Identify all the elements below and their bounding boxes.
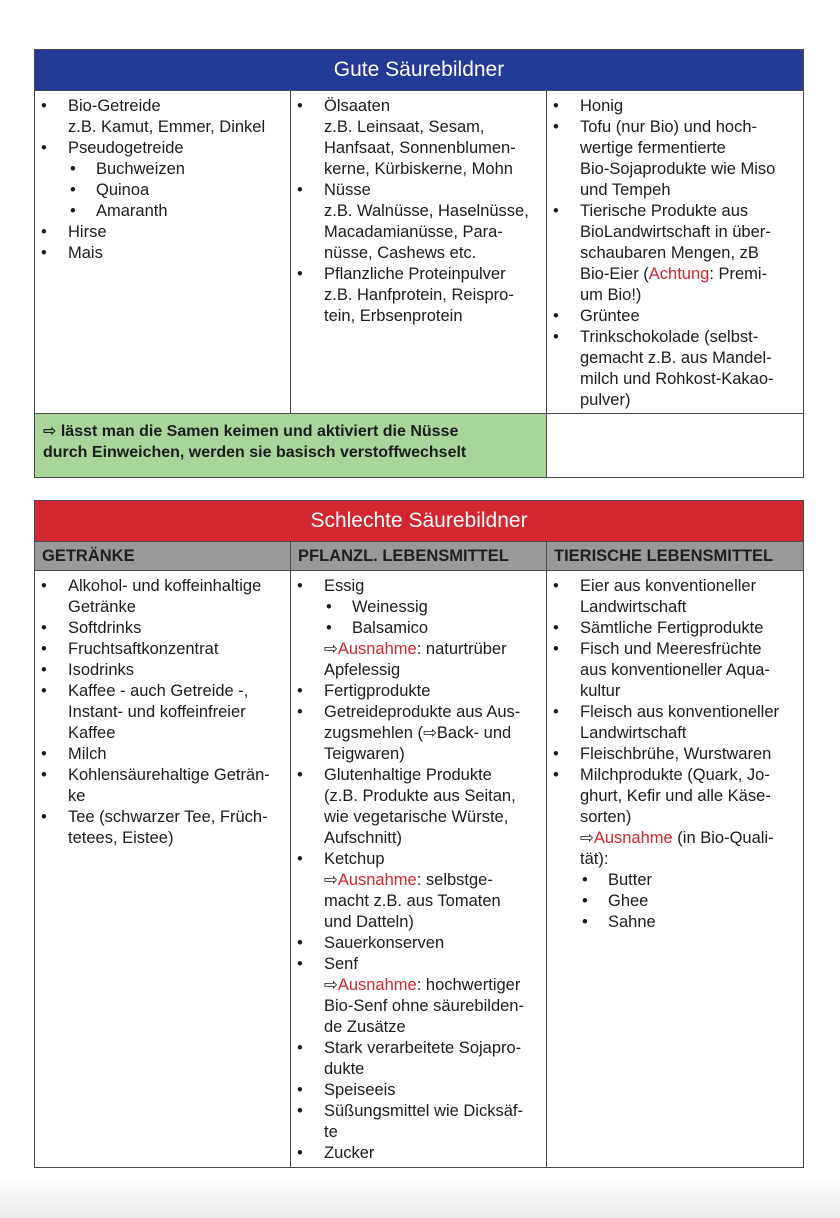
plant-foods-column xyxy=(291,571,547,1168)
list-item: • Hirse xyxy=(35,222,290,243)
exception-label: Ausnahme xyxy=(337,640,417,658)
arrow-right-icon: ⇨ xyxy=(580,829,594,847)
list-item: • Pflanzliche Proteinpulver z.B. Hanfprotein, Reispro- tein, Erbsenprotein xyxy=(291,264,546,327)
list-item: • Ketchup ⇨Ausnahme: selbstge- macht z.B. aus Tomaten und Datteln) xyxy=(291,849,546,933)
list-item: • Mais xyxy=(35,243,290,264)
list-item: • Softdrinks xyxy=(35,618,290,639)
list-item: • Pseudogetreide • Buchweizen • Quinoa • Amaranth xyxy=(35,138,290,222)
list-item: • Kohlensäurehaltige Geträn- ke xyxy=(35,765,290,807)
achtung-warning: Achtung xyxy=(648,265,710,283)
list-item: • Kaffee - auch Getreide -, Instant- und koffeinfreier Kaffee xyxy=(35,681,290,744)
list-item: • Senf ⇨Ausnahme: hochwertiger Bio-Senf ohne säurebilden- de Zusätze xyxy=(291,954,546,1038)
list-item: • Trinkschokolade (selbst- gemacht z.B. aus Mandel- milch und Rohkost-Kakao- pulver) xyxy=(547,327,803,411)
sub-list-item: • Sahne xyxy=(580,912,797,933)
sub-list-item: • Buchweizen xyxy=(68,159,284,180)
list-item: • Fleischbrühe, Wurstwaren xyxy=(547,744,803,765)
arrow-right-icon: ⇨ xyxy=(324,871,338,889)
sub-list-item: • Balsamico xyxy=(324,618,540,639)
arrow-right-icon: ⇨ xyxy=(43,423,57,440)
list-item: • Milchprodukte (Quark, Jo- ghurt, Kefir und alle Käse- sorten) ⇨Ausnahme (in Bio-Quali- tät): • Butter • Ghee • Sahne xyxy=(547,765,803,933)
list-item: • Honig xyxy=(547,96,803,117)
empty-cell xyxy=(547,414,804,478)
drinks-column xyxy=(35,571,291,1168)
list-item: • Nüsse z.B. Walnüsse, Haselnüsse, Macadamianüsse, Para- nüsse, Cashews etc. xyxy=(291,180,546,264)
list-item: • Sämtliche Fertigprodukte xyxy=(547,618,803,639)
sub-list-item: • Amaranth xyxy=(68,201,284,222)
exception-label: Ausnahme xyxy=(337,976,417,994)
list-item: • Essig • Weinessig • Balsamico ⇨Ausnahme: naturtrüber Apfelessig xyxy=(291,576,546,681)
good-acid-formers-title: Gute Säurebildner xyxy=(35,50,804,91)
germination-note: ⇨ lässt man die Samen keimen und aktiviert die Nüsse durch Einweichen, werden sie basisch verstoffwechselt xyxy=(35,414,547,478)
list-item: • Tofu (nur Bio) und hoch- wertige fermentierte Bio-Sojaprodukte wie Miso und Tempeh xyxy=(547,117,803,201)
list-item: • Getreideprodukte aus Aus- zugsmehlen (⇨Back- und Teigwaren) xyxy=(291,702,546,765)
list-item: • Milch xyxy=(35,744,290,765)
column-header-animal-foods: TIERISCHE LEBENSMITTEL xyxy=(547,542,804,571)
sub-list-item: • Butter xyxy=(580,870,797,891)
list-item: • Tee (schwarzer Tee, Früch- tetees, Eistee) xyxy=(35,807,290,849)
exception-label: Ausnahme xyxy=(337,871,417,889)
list-item: • Fruchtsaftkonzentrat xyxy=(35,639,290,660)
column-header-drinks: GETRÄNKE xyxy=(35,542,291,571)
list-item: • Isodrinks xyxy=(35,660,290,681)
list-item: • Alkohol- und koffeinhaltige Getränke xyxy=(35,576,290,618)
good-acid-formers-table xyxy=(34,49,804,478)
good-seeds-column xyxy=(291,91,547,414)
arrow-right-icon: ⇨ xyxy=(324,976,338,994)
list-item: • Eier aus konventioneller Landwirtschaft xyxy=(547,576,803,618)
list-item: • Speiseeis xyxy=(291,1080,546,1101)
list-item: • Fertigprodukte xyxy=(291,681,546,702)
list-item: • Grüntee xyxy=(547,306,803,327)
list-item: • Zucker xyxy=(291,1143,546,1164)
exception-label: Ausnahme xyxy=(593,829,673,847)
list-item: • Stark verarbeitete Sojapro- dukte xyxy=(291,1038,546,1080)
list-item: • Fisch und Meeresfrüchte aus konventioneller Aqua- kultur xyxy=(547,639,803,702)
good-grains-column xyxy=(35,91,291,414)
list-item: • Sauerkonserven xyxy=(291,933,546,954)
sub-list-item: • Weinessig xyxy=(324,597,540,618)
bad-acid-formers-table xyxy=(34,500,804,1168)
animal-foods-column xyxy=(547,571,804,1168)
column-header-plant-foods: PFLANZL. LEBENSMITTEL xyxy=(291,542,547,571)
list-item: • Tierische Produkte aus BioLandwirtschaft in über- schaubaren Mengen, zB Bio-Eier (Achtung: Premi- um Bio!) xyxy=(547,201,803,306)
bad-acid-formers-title: Schlechte Säurebildner xyxy=(35,501,804,542)
good-other-column xyxy=(547,91,804,414)
sub-list-item: • Quinoa xyxy=(68,180,284,201)
list-item: • Bio-Getreide z.B. Kamut, Emmer, Dinkel xyxy=(35,96,290,138)
list-item: • Fleisch aus konventioneller Landwirtschaft xyxy=(547,702,803,744)
arrow-right-icon: ⇨ xyxy=(324,640,338,658)
list-item: • Ölsaaten z.B. Leinsaat, Sesam, Hanfsaat, Sonnenblumen- kerne, Kürbiskerne, Mohn xyxy=(291,96,546,180)
list-item: • Glutenhaltige Produkte (z.B. Produkte aus Seitan, wie vegetarische Würste, Aufschnitt) xyxy=(291,765,546,849)
arrow-right-icon: ⇨ xyxy=(423,724,437,742)
sub-list-item: • Ghee xyxy=(580,891,797,912)
list-item: • Süßungsmittel wie Dicksäf- te xyxy=(291,1101,546,1143)
page-bottom-shadow xyxy=(0,1174,840,1218)
